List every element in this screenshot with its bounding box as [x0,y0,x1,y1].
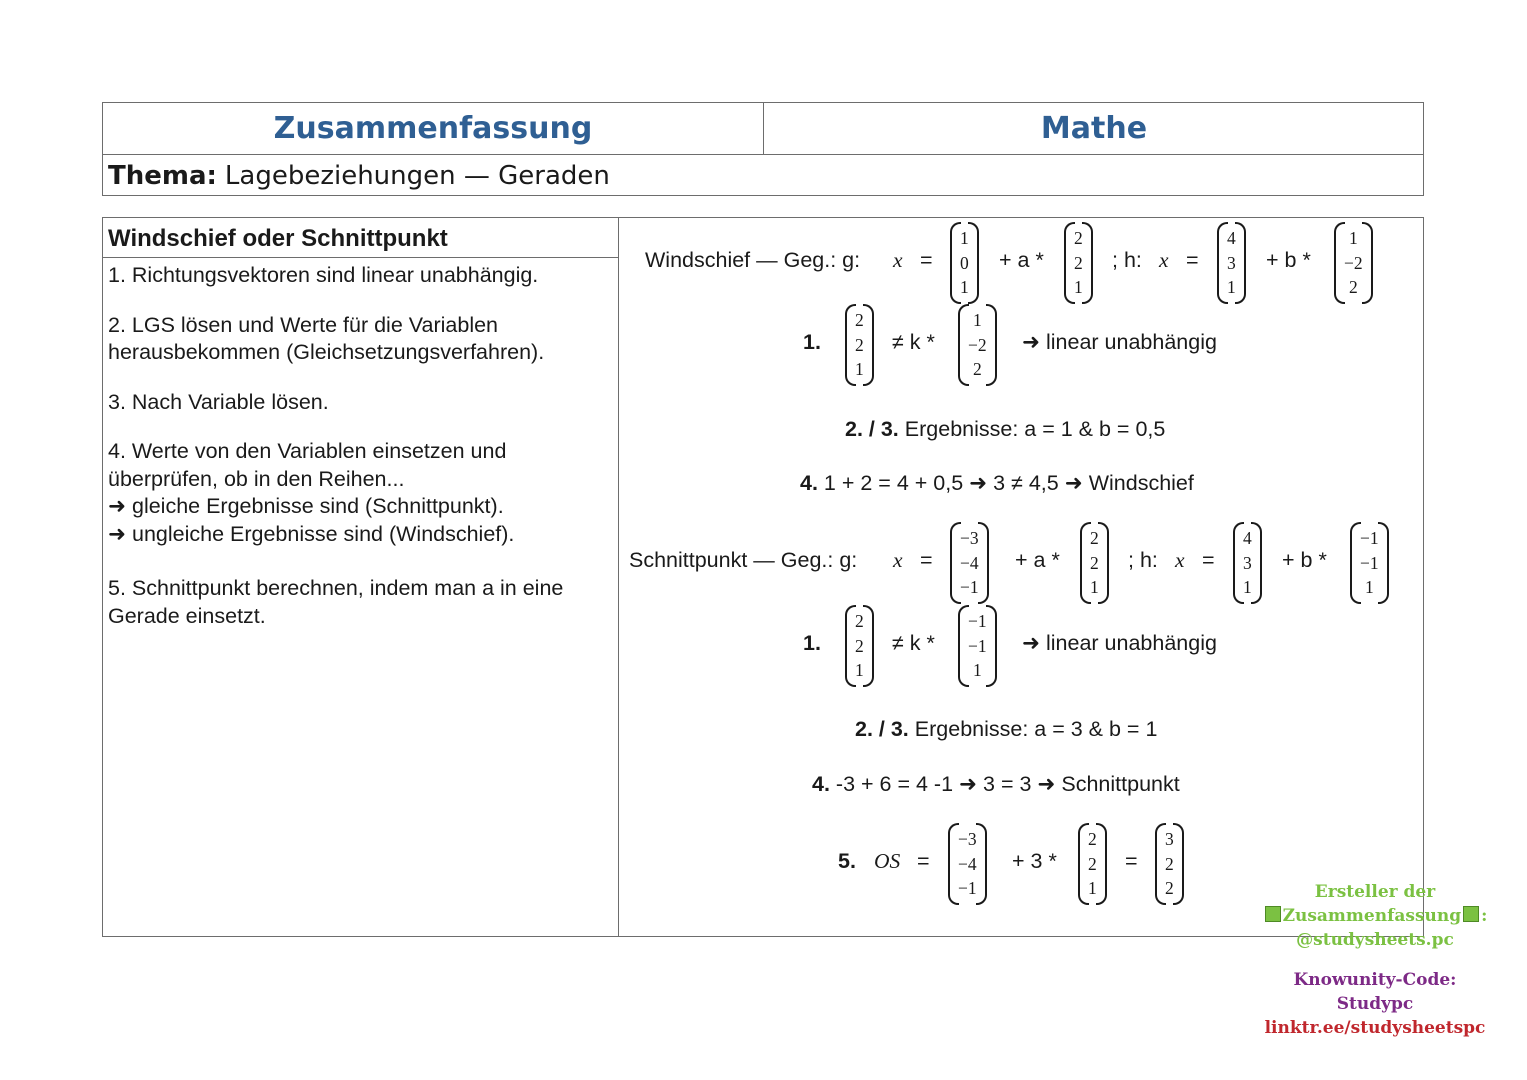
header-title-row [103,103,1423,155]
vector-entry: 2 [1074,228,1083,248]
vector-entry: −3 [958,829,977,849]
sp-neq-k: ≠ k * [892,631,935,655]
summary-title: Zusammenfassung [103,103,764,154]
credit-link[interactable]: linktr.ee/studysheetspc [1264,1018,1486,1038]
bracket-left [958,605,969,687]
sp-x-vector: x⃗ [893,548,920,572]
vector-entry: 0 [960,252,969,273]
vector-entry: −4 [960,552,979,573]
step-3: 3. Nach Variable lösen. [108,389,329,414]
vector-entry: 2 [855,635,864,656]
steps-heading: Windschief oder Schnittpunkt [103,218,618,258]
ws-step4 [800,470,1194,496]
steps-list [108,262,613,652]
ws-x-vector: x⃗ [893,248,920,272]
ws-equals-h: = [1186,248,1199,272]
vector-entry: 1 [1243,577,1252,597]
vector-entry: 1 [1090,577,1099,597]
bracket-left [950,222,961,304]
credit-line-3: @studysheets.pc [1296,930,1454,950]
vector-entry: −1 [960,577,979,597]
step-5: 5. Schnittpunkt berechnen, indem man a in eine Gerade einsetzt. [108,576,564,628]
ws-step1-right-vector [958,308,997,382]
bracket-right [1362,222,1373,304]
theme-label: Thema: [108,161,217,191]
step-4 [108,438,613,548]
sp-step1-result: ➜ linear unabhängig [1022,631,1217,655]
ws-equals: = [920,248,933,272]
sp-h-direction-vector [1350,526,1389,600]
ws-x-vector-h: x⃗ [1159,248,1186,272]
ws-h-label: ; h: [1112,248,1142,272]
vector-entry: −1 [958,878,977,898]
sp-step4-text: -3 + 6 = 4 -1 ➜ 3 = 3 ➜ Schnittpunkt [835,772,1180,796]
ws-h-support-vector [1217,226,1246,300]
credit-line-1: Ersteller der [1314,882,1436,902]
vector-entry: 2 [1165,878,1174,898]
step-4-unequal: ➜ ungleiche Ergebnisse sind (Windschief). [108,521,515,546]
sp-g-direction-vector [1080,526,1109,600]
vector-entry: −1 [1360,552,1379,573]
vector-entry: 3 [1243,552,1252,573]
bracket-right [1235,222,1246,304]
sp-step5-num: 5. [838,849,856,873]
bracket-left [1334,222,1345,304]
vector-entry: 2 [1165,853,1174,874]
bracket-right [1096,823,1107,905]
vector-entry: 2 [972,359,982,379]
bracket-left [845,605,856,687]
steps-column [103,218,619,936]
theme-row [108,155,610,197]
step-2: 2. LGS lösen und Werte für die Variablen herausbekommen (Gleichsetzungsverfahren). [108,312,545,364]
bracket-left [950,522,961,604]
sp-step23-num: 2. / 3. [855,717,909,741]
credit-line-4: Knowunity-Code: [1293,970,1457,990]
vector-entry: −3 [960,528,979,548]
bracket-right [1378,522,1389,604]
credit-line-2-text: Zusammenfassung [1282,906,1462,926]
bracket-right [978,522,989,604]
sp-equals: = [920,548,933,572]
theme-value: Lagebeziehungen — Geraden [224,161,610,191]
bracket-left [1080,522,1091,604]
bracket-left [1078,823,1089,905]
ws-g-direction-vector [1064,226,1093,300]
bracket-left [948,823,959,905]
vector-entry: 4 [1243,528,1252,548]
bracket-right [986,304,997,386]
vector-entry: −4 [958,853,977,874]
sp-step1-right-vector [958,609,997,683]
bracket-left [958,304,969,386]
bracket-left [1155,823,1166,905]
ws-step4-text: 1 + 2 = 4 + 0,5 ➜ 3 ≠ 4,5 ➜ Windschief [823,471,1194,495]
sp-step1-num: 1. [803,631,821,655]
sp-equals-h: = [1202,548,1215,572]
vector-entry: 3 [1227,252,1236,273]
vector-entry: 1 [972,310,982,330]
step-4-intro: 4. Werte von den Variablen einsetzen und überprüfen, ob in den Reihen... [108,439,507,491]
vector-entry: 3 [1165,829,1174,849]
step-4-equal: ➜ gleiche Ergebnisse sind (Schnittpunkt). [108,494,504,518]
sp-step23-text: Ergebnisse: a = 3 & b = 1 [914,717,1158,741]
ws-plus-a: + a * [999,248,1044,272]
ws-step23 [845,416,1165,442]
bracket-right [1082,222,1093,304]
bracket-right [986,605,997,687]
sp-plus-a: + a * [1015,548,1060,572]
sp-step5-result-vector [1155,827,1184,901]
vector-entry: 2 [1074,252,1083,273]
sp-intro: Schnittpunkt — Geg.: g: [629,548,858,572]
bracket-right [1251,522,1262,604]
bracket-left [1217,222,1228,304]
credit-line-2: Zusammenfassung : [1250,904,1500,928]
vector-entry: 1 [960,228,969,248]
bracket-right [1098,522,1109,604]
ws-step1-result: ➜ linear unabhängig [1022,330,1217,354]
vector-entry: 2 [1088,853,1097,874]
vector-entry: 1 [1074,277,1083,297]
sp-g-support-vector [950,526,989,600]
bracket-left [1233,522,1244,604]
vector-entry: 1 [855,660,864,680]
ws-plus-b: + b * [1266,248,1311,272]
bracket-left [1350,522,1361,604]
vector-entry: −1 [968,635,987,656]
vector-entry: −2 [1344,252,1363,273]
vector-entry: 1 [1348,228,1358,248]
vector-entry: 2 [1090,552,1099,573]
ws-neq-k: ≠ k * [892,330,935,354]
sp-plus-b: + b * [1282,548,1327,572]
sp-os-vector: OS⃗ [874,849,917,873]
vector-entry: 4 [1227,228,1236,248]
ws-h-direction-vector [1334,226,1373,300]
bracket-right [1173,823,1184,905]
ws-step23-num: 2. / 3. [845,417,899,441]
vector-entry: −1 [968,611,987,631]
vector-entry: 2 [1088,829,1097,849]
vector-entry: 1 [855,359,864,379]
bracket-right [968,222,979,304]
vector-entry: 2 [855,310,864,330]
vector-entry: 1 [1364,577,1374,597]
bracket-right [863,605,874,687]
bracket-left [1064,222,1075,304]
vector-entry: 2 [855,334,864,355]
vector-entry: −2 [968,334,987,355]
sp-step4-num: 4. [812,772,830,796]
sp-step5-support-vector [948,827,987,901]
vector-entry: 1 [972,660,982,680]
vector-entry: 1 [960,277,969,297]
credit-line-5: Studypc [1336,994,1414,1014]
subject-title: Mathe [1040,111,1148,146]
ws-step1-left-vector [845,308,874,382]
author-credit [1250,880,1500,1040]
sp-step23 [855,716,1157,742]
header-table [102,102,1424,196]
note-icon [1463,906,1479,922]
bracket-left [845,304,856,386]
sp-step5-equals: = [917,849,930,873]
sp-x-vector-h: x⃗ [1175,548,1202,572]
sp-step4 [812,771,1180,797]
note-icon [1265,906,1281,922]
ws-intro: Windschief — Geg.: g: [645,248,861,272]
sp-h-label: ; h: [1128,548,1158,572]
vector-entry: 2 [1090,528,1099,548]
ws-step4-num: 4. [800,471,818,495]
vector-entry: 2 [1348,277,1358,297]
bracket-right [976,823,987,905]
sp-step1-left-vector [845,609,874,683]
ws-g-support-vector [950,226,979,300]
vector-entry: 1 [1227,277,1236,297]
content-table [102,217,1424,937]
bracket-right [863,304,874,386]
vector-entry: 2 [855,611,864,631]
ws-step1-num: 1. [803,330,821,354]
vector-entry: 1 [1088,878,1097,898]
vector-entry: −1 [1360,528,1379,548]
sp-step5-equals-2: = [1125,849,1138,873]
sp-h-support-vector [1233,526,1262,600]
ws-step23-text: Ergebnisse: a = 1 & b = 0,5 [904,417,1166,441]
sp-step5-plus: + 3 * [1012,849,1057,873]
sp-step5-direction-vector [1078,827,1107,901]
step-1: 1. Richtungsvektoren sind linear unabhängig. [108,263,539,287]
